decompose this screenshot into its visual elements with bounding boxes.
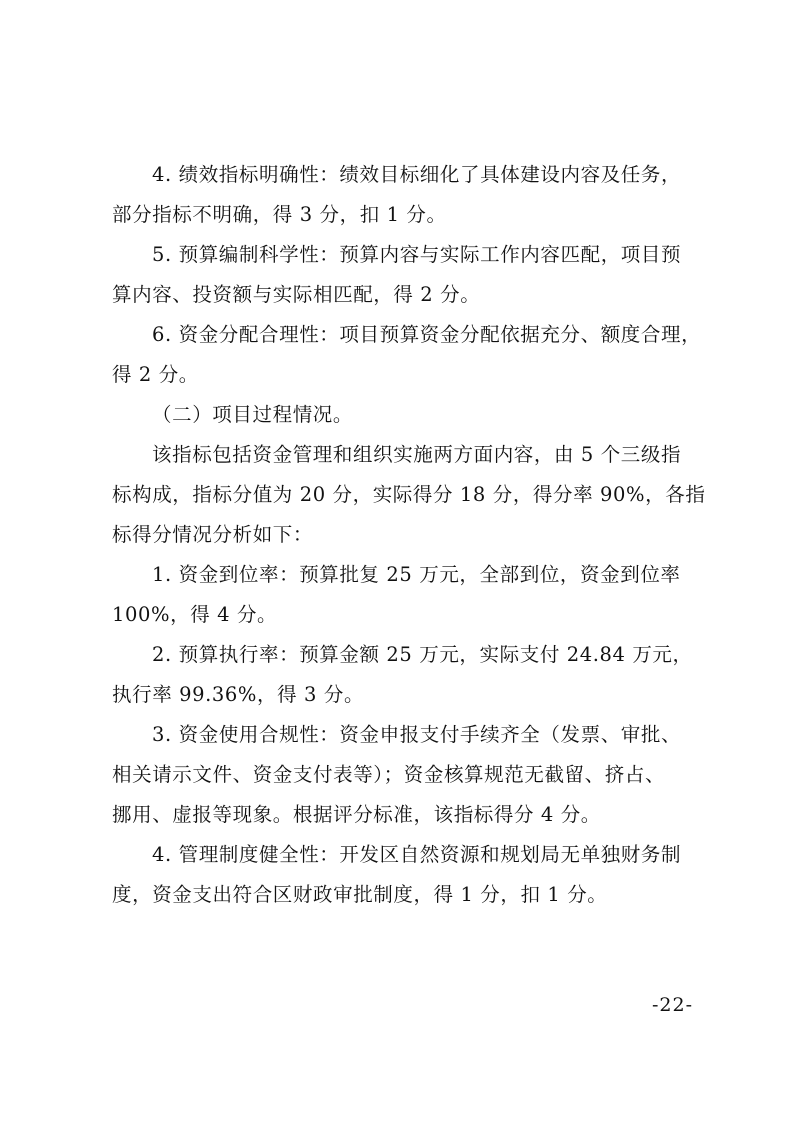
paragraph-fund-allocation	[112, 315, 702, 395]
paragraph-line: 3. 资金使用合规性：资金申报支付手续齐全（发票、审批、	[152, 723, 682, 746]
paragraph-line: 5. 预算编制科学性：预算内容与实际工作内容匹配，项目预	[152, 243, 682, 266]
paragraph-line: 2. 预算执行率：预算金额 25 万元，实际支付 24.84 万元，	[152, 643, 693, 666]
paragraph-fund-compliance	[112, 715, 697, 835]
paragraph-line: 得 2 分。	[112, 363, 199, 386]
paragraph-fund-arrival	[112, 555, 697, 635]
paragraph-line: 部分指标不明确，得 3 分，扣 1 分。	[112, 203, 447, 226]
paragraph-line: 标构成，指标分值为 20 分，实际得分 18 分，得分率 90%，各指	[112, 483, 706, 506]
paragraph-line: 4. 管理制度健全性：开发区自然资源和规划局无单独财务制	[152, 843, 682, 866]
paragraph-management-system	[112, 835, 697, 915]
page-number: -22-	[652, 994, 694, 1016]
section-heading-text: （二）项目过程情况。	[152, 403, 354, 426]
paragraph-indicator-clarity	[112, 155, 697, 235]
paragraph-budget-scientific	[112, 235, 697, 315]
paragraph-line: 算内容、投资额与实际相匹配，得 2 分。	[112, 283, 481, 306]
paragraph-line: 4. 绩效指标明确性：绩效目标细化了具体建设内容及任务，	[152, 163, 682, 186]
paragraph-line: 挪用、虚报等现象。根据评分标准，该指标得分 4 分。	[112, 803, 601, 826]
paragraph-section-intro	[112, 435, 706, 555]
document-body	[112, 155, 706, 915]
section-heading-project-process	[112, 395, 697, 435]
paragraph-line: 相关请示文件、资金支付表等）；资金核算规范无截留、挤占、	[112, 763, 666, 786]
paragraph-line: 度，资金支出符合区财政审批制度，得 1 分，扣 1 分。	[112, 883, 608, 906]
paragraph-line: 该指标包括资金管理和组织实施两方面内容，由 5 个三级指	[152, 443, 682, 466]
paragraph-line: 100%，得 4 分。	[112, 603, 278, 626]
paragraph-line: 1. 资金到位率：预算批复 25 万元，全部到位，资金到位率	[152, 563, 681, 586]
paragraph-line: 6. 资金分配合理性：项目预算资金分配依据充分、额度合理，	[152, 323, 702, 346]
paragraph-budget-execution	[112, 635, 697, 715]
paragraph-line: 标得分情况分析如下：	[112, 523, 314, 546]
paragraph-line: 执行率 99.36%，得 3 分。	[112, 683, 365, 706]
